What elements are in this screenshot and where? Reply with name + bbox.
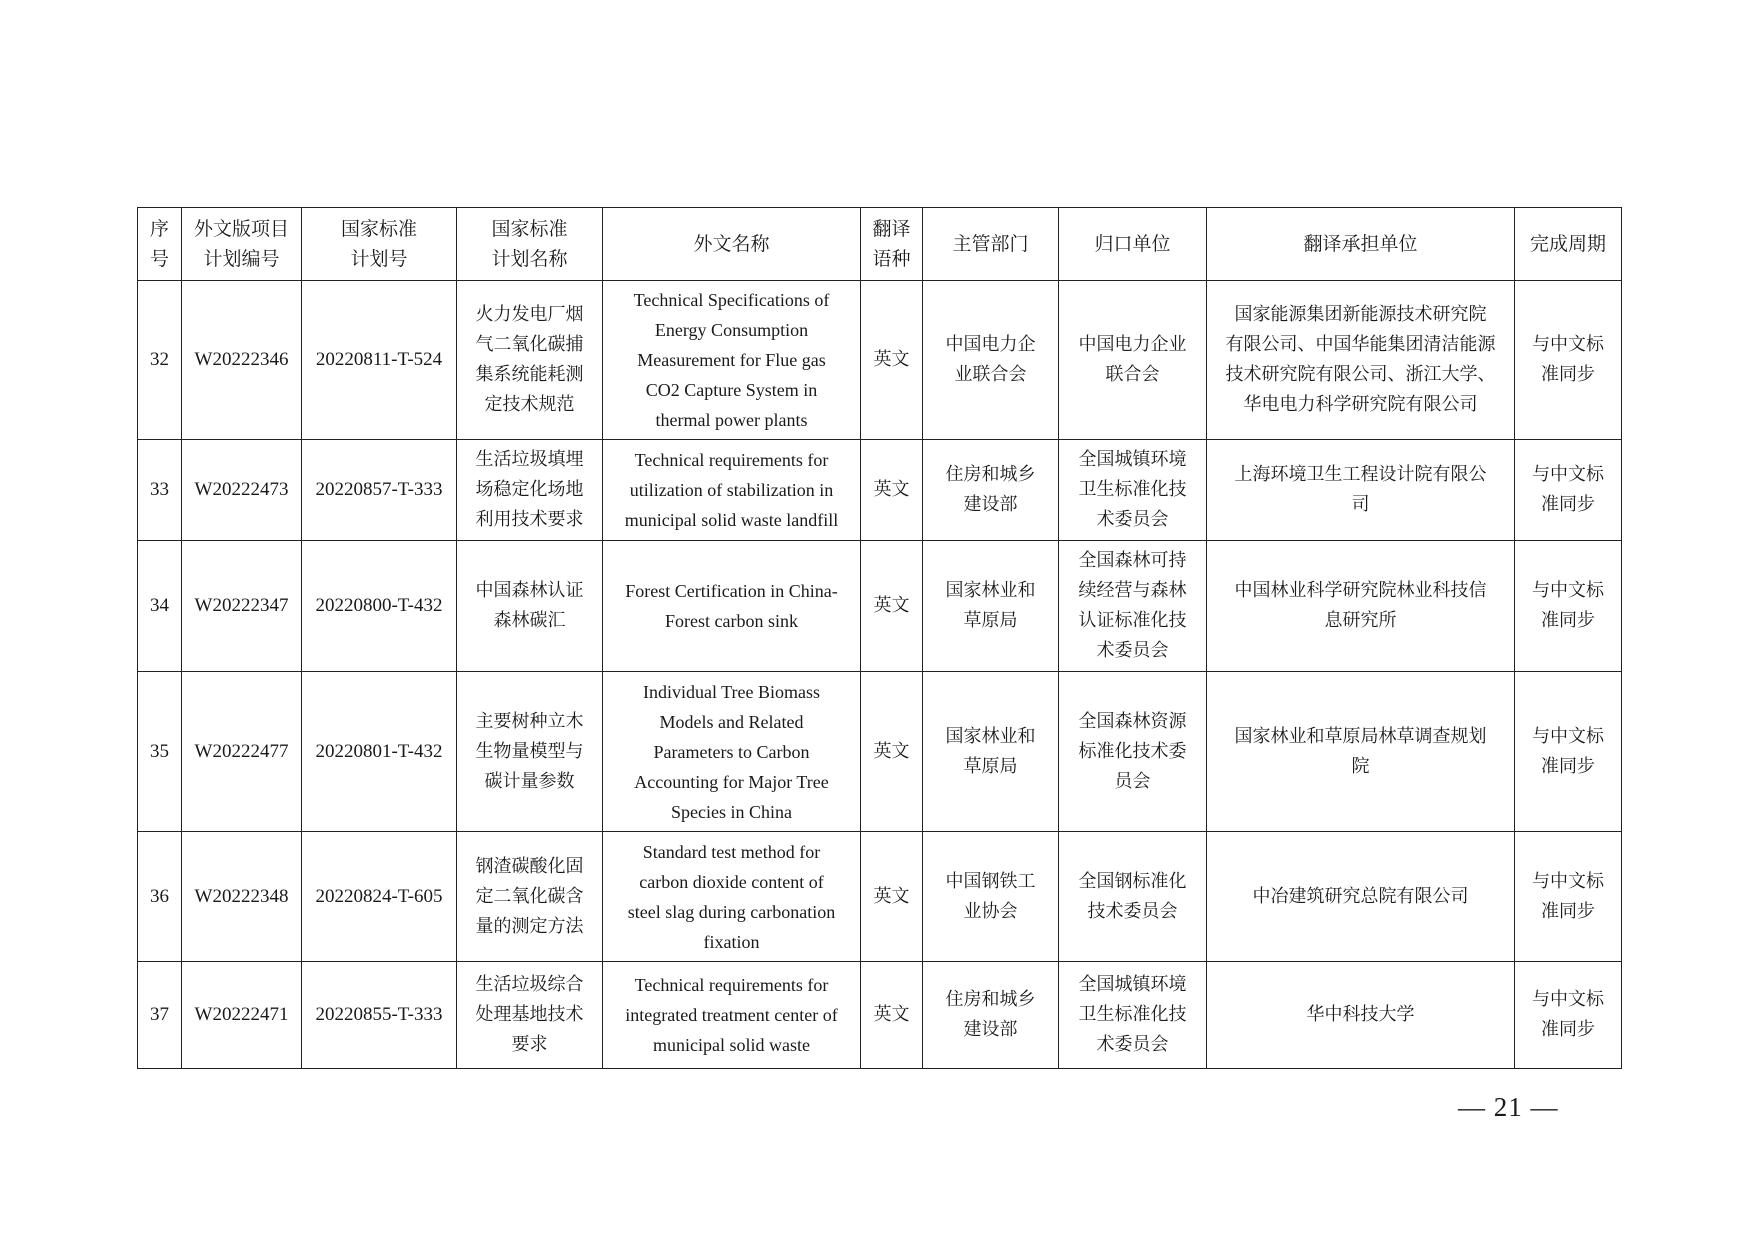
cell-authority: 国家林业和 草原局: [923, 541, 1059, 672]
col-header-translator: 翻译承担单位: [1207, 208, 1515, 281]
cell-translator: 华中科技大学: [1207, 962, 1515, 1069]
col-header-language: 翻译 语种: [861, 208, 923, 281]
cell-foreign-name: Technical requirements for utilization of stabilization in municipal solid waste landfill: [603, 440, 861, 541]
cell-std-plan-no: 20220801-T-432: [302, 672, 457, 832]
cell-no: 33: [138, 440, 182, 541]
col-header-tc: 归口单位: [1059, 208, 1207, 281]
cell-translator: 中冶建筑研究总院有限公司: [1207, 832, 1515, 962]
cell-std-plan-no: 20220811-T-524: [302, 281, 457, 440]
col-header-plan-code: 外文版项目 计划编号: [182, 208, 302, 281]
cell-period: 与中文标 准同步: [1515, 281, 1622, 440]
cell-tc: 中国电力企业 联合会: [1059, 281, 1207, 440]
cell-plan-code: W20222348: [182, 832, 302, 962]
cell-std-name: 钢渣碳酸化固 定二氧化碳含 量的测定方法: [457, 832, 603, 962]
table-header-row: [138, 208, 1622, 281]
cell-plan-code: W20222471: [182, 962, 302, 1069]
cell-period: 与中文标 准同步: [1515, 672, 1622, 832]
cell-language: 英文: [861, 440, 923, 541]
cell-foreign-name: Forest Certification in China- Forest carbon sink: [603, 541, 861, 672]
cell-foreign-name: Technical Specifications of Energy Consumption Measurement for Flue gas CO2 Capture System in thermal power plants: [603, 281, 861, 440]
cell-translator: 上海环境卫生工程设计院有限公 司: [1207, 440, 1515, 541]
cell-translator: 国家林业和草原局林草调查规划 院: [1207, 672, 1515, 832]
cell-no: 37: [138, 962, 182, 1069]
col-header-period: 完成周期: [1515, 208, 1622, 281]
cell-std-name: 中国森林认证 森林碳汇: [457, 541, 603, 672]
cell-tc: 全国森林资源 标准化技术委 员会: [1059, 672, 1207, 832]
cell-language: 英文: [861, 672, 923, 832]
col-header-no: 序 号: [138, 208, 182, 281]
table-row: [138, 281, 1622, 440]
col-header-std-name: 国家标准 计划名称: [457, 208, 603, 281]
cell-std-plan-no: 20220855-T-333: [302, 962, 457, 1069]
standards-table: [137, 207, 1622, 1069]
cell-authority: 中国钢铁工 业协会: [923, 832, 1059, 962]
cell-period: 与中文标 准同步: [1515, 962, 1622, 1069]
cell-plan-code: W20222477: [182, 672, 302, 832]
cell-authority: 国家林业和 草原局: [923, 672, 1059, 832]
cell-foreign-name: Technical requirements for integrated treatment center of municipal solid waste: [603, 962, 861, 1069]
cell-std-plan-no: 20220857-T-333: [302, 440, 457, 541]
cell-authority: 中国电力企 业联合会: [923, 281, 1059, 440]
cell-tc: 全国森林可持 续经营与森林 认证标准化技 术委员会: [1059, 541, 1207, 672]
table-row: [138, 440, 1622, 541]
cell-period: 与中文标 准同步: [1515, 541, 1622, 672]
table-row: [138, 672, 1622, 832]
cell-language: 英文: [861, 832, 923, 962]
cell-no: 32: [138, 281, 182, 440]
cell-translator: 中国林业科学研究院林业科技信 息研究所: [1207, 541, 1515, 672]
cell-plan-code: W20222346: [182, 281, 302, 440]
page-number: — 21 —: [1458, 1092, 1559, 1122]
cell-no: 34: [138, 541, 182, 672]
cell-period: 与中文标 准同步: [1515, 440, 1622, 541]
table-row: [138, 832, 1622, 962]
cell-foreign-name: Standard test method for carbon dioxide content of steel slag during carbonation fixation: [603, 832, 861, 962]
cell-foreign-name: Individual Tree Biomass Models and Related Parameters to Carbon Accounting for Major Tree Species in China: [603, 672, 861, 832]
table-row: [138, 541, 1622, 672]
cell-std-name: 火力发电厂烟 气二氧化碳捕 集系统能耗测 定技术规范: [457, 281, 603, 440]
cell-std-plan-no: 20220824-T-605: [302, 832, 457, 962]
cell-language: 英文: [861, 541, 923, 672]
cell-authority: 住房和城乡 建设部: [923, 440, 1059, 541]
cell-std-name: 主要树种立木 生物量模型与 碳计量参数: [457, 672, 603, 832]
cell-std-name: 生活垃圾填埋 场稳定化场地 利用技术要求: [457, 440, 603, 541]
cell-period: 与中文标 准同步: [1515, 832, 1622, 962]
cell-std-plan-no: 20220800-T-432: [302, 541, 457, 672]
cell-no: 36: [138, 832, 182, 962]
cell-tc: 全国城镇环境 卫生标准化技 术委员会: [1059, 962, 1207, 1069]
cell-authority: 住房和城乡 建设部: [923, 962, 1059, 1069]
cell-tc: 全国钢标准化 技术委员会: [1059, 832, 1207, 962]
cell-plan-code: W20222347: [182, 541, 302, 672]
cell-std-name: 生活垃圾综合 处理基地技术 要求: [457, 962, 603, 1069]
col-header-authority: 主管部门: [923, 208, 1059, 281]
cell-language: 英文: [861, 962, 923, 1069]
cell-no: 35: [138, 672, 182, 832]
cell-translator: 国家能源集团新能源技术研究院 有限公司、中国华能集团清洁能源 技术研究院有限公司、浙江大学、 华电电力科学研究院有限公司: [1207, 281, 1515, 440]
col-header-std-plan-no: 国家标准 计划号: [302, 208, 457, 281]
cell-plan-code: W20222473: [182, 440, 302, 541]
col-header-foreign-name: 外文名称: [603, 208, 861, 281]
cell-language: 英文: [861, 281, 923, 440]
table-row: [138, 962, 1622, 1069]
cell-tc: 全国城镇环境 卫生标准化技 术委员会: [1059, 440, 1207, 541]
